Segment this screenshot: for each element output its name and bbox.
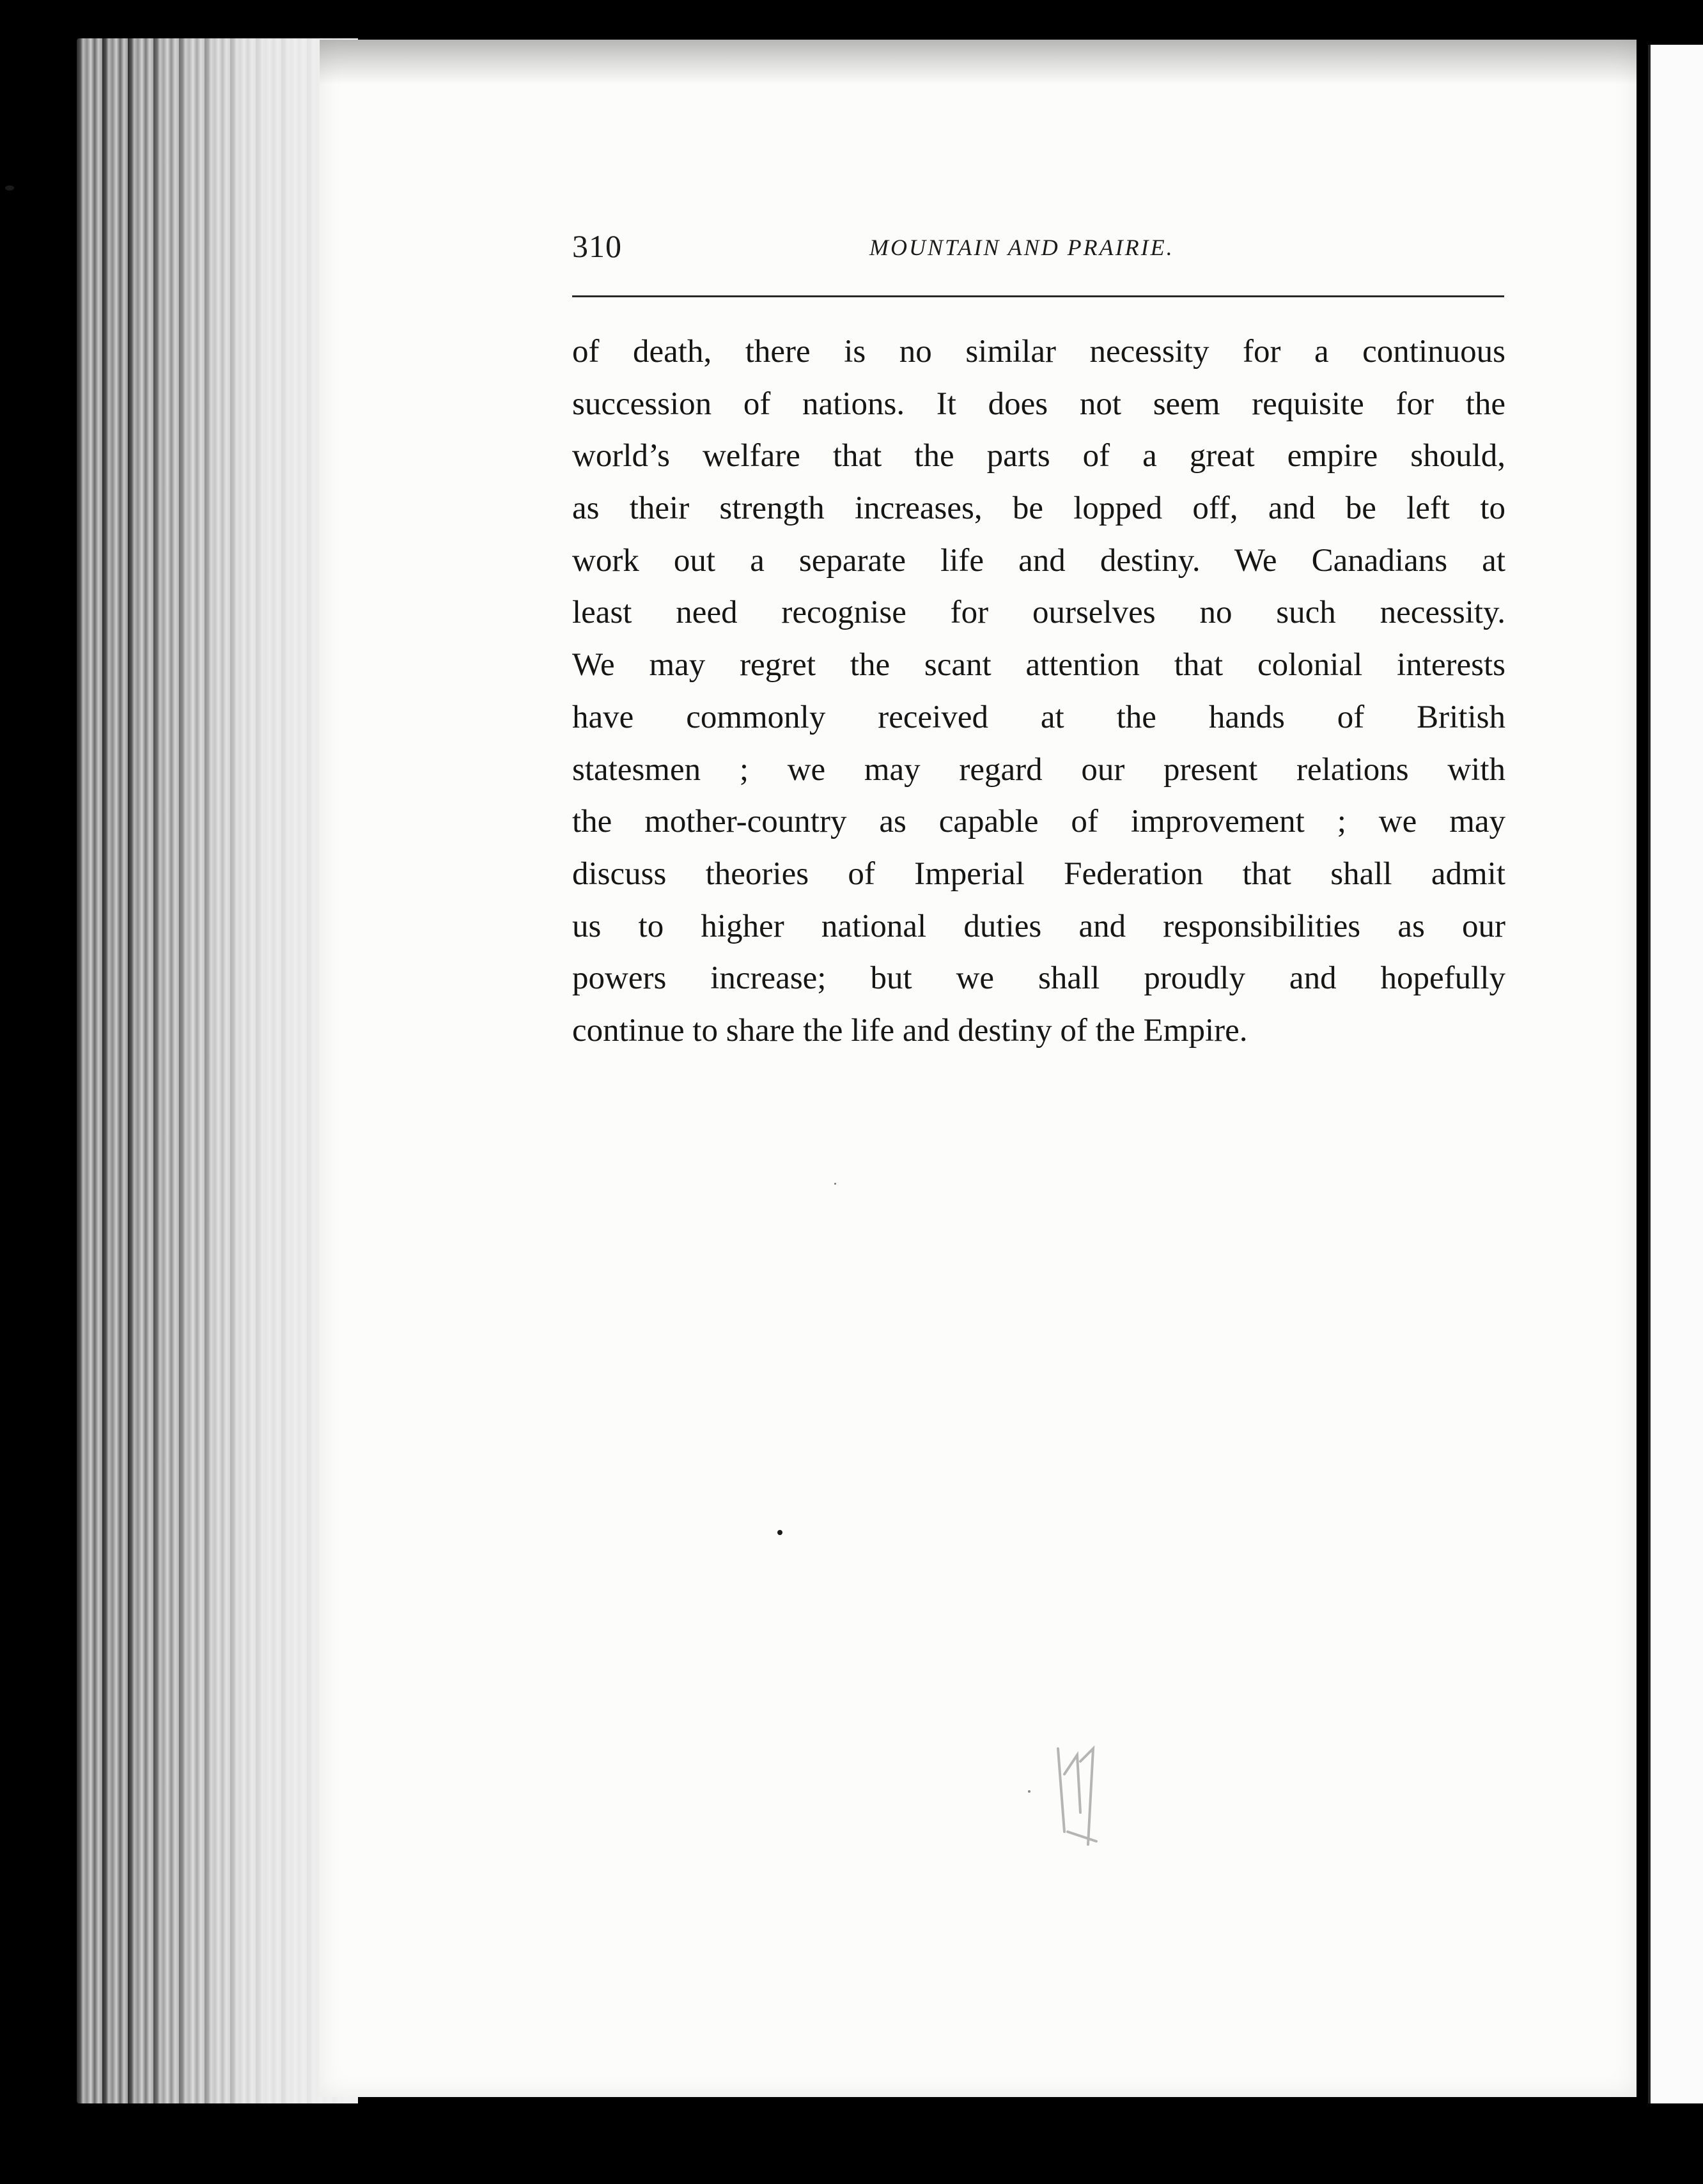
text-line: We may regret the scant attention that colonial interests: [572, 647, 1505, 683]
body-paragraph: [572, 326, 1505, 1057]
running-head: [572, 228, 1505, 269]
page-number: 310: [572, 228, 622, 264]
text-line: continue to share the life and destiny of the Empire.: [572, 1012, 1248, 1049]
text-line: world’s welfare that the parts of a great empire should,: [572, 438, 1505, 474]
pencil-mark-icon: [1048, 1736, 1106, 1851]
ink-speck: [834, 1183, 836, 1185]
text-line: statesmen ; we may regard our present relations with: [572, 751, 1505, 788]
text-line: work out a separate life and destiny. We Canadians at: [572, 542, 1505, 579]
ink-speck: [777, 1530, 782, 1535]
text-line: have commonly received at the hands of British: [572, 699, 1505, 735]
text-line: us to higher national duties and responsibilities as our: [572, 908, 1505, 944]
text-line: least need recognise for ourselves no such necessity.: [572, 595, 1505, 631]
text-line: succession of nations. It does not seem requisite for the: [572, 386, 1505, 422]
header-rule: [572, 295, 1504, 297]
ink-speck: [1028, 1790, 1030, 1793]
page-top-shadow: [320, 40, 1637, 84]
text-line: the mother-country as capable of improvement ; we may: [572, 804, 1505, 840]
text-line: of death, there is no similar necessity for a continuous: [572, 334, 1505, 370]
text-line: discuss theories of Imperial Federation that shall admit: [572, 855, 1505, 892]
text-line: powers increase; but we shall proudly and hopefully: [572, 960, 1505, 997]
text-line: as their strength increases, be lopped off, and be left to: [572, 490, 1505, 527]
running-title: MOUNTAIN AND PRAIRIE.: [869, 235, 1174, 260]
facing-page-edge: [1648, 45, 1703, 2103]
ink-speck: [5, 185, 14, 191]
